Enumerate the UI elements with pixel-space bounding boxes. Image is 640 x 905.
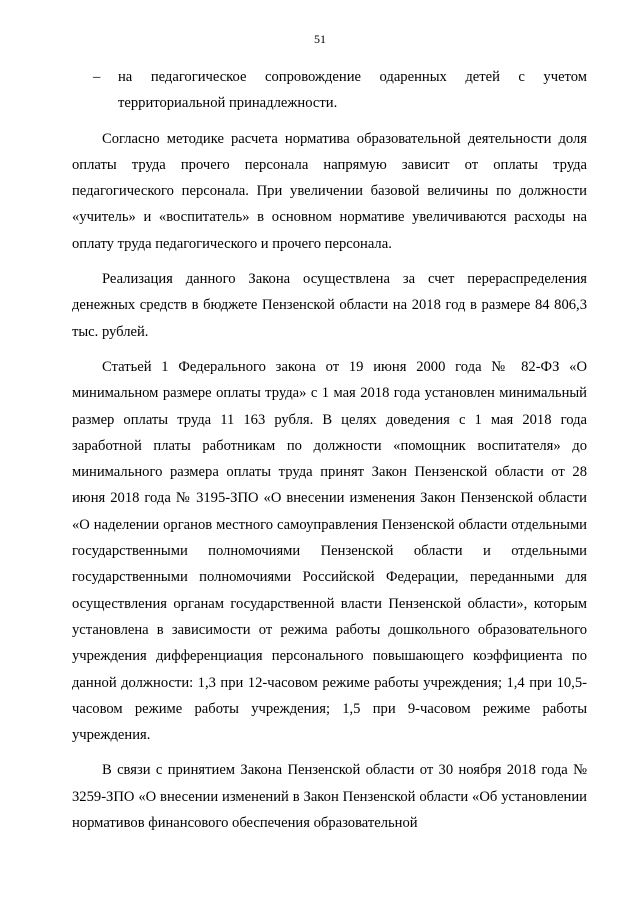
document-body — [72, 64, 587, 836]
paragraph-minimum-wage-law: Статьей 1 Федерального закона от 19 июня 2000 года № 82-ФЗ «О минимальном размере оплаты труда» с 1 мая 2018 года установлен минимальный размер оплаты труда 11 163 рубля. В целях доведения с 1 мая 2018 года заработной платы работникам по должности «помощник воспитателя» до минимального размера оплаты труда принят Закон Пензенской области от 28 июня 2018 года № 3195-ЗПО «О внесении изменения Закон Пензенской области «О наделении органов местного самоуправления Пензенской области отдельными государственными полномочиями Пензенской области и отдельными государственными полномочиями Российской Федерации, переданными для осуществления органам государственной власти Пензенской области», которым установлена в зависимости от режима работы дошкольного образовательного учреждения дифференциация персонального повышающего коэффициента по данной должности: 1,3 при 12-часовом режиме работы учреждения; 1,4 при 10,5-часовом режиме работы учреждения; 1,5 при 9-часовом режиме работы учреждения. — [72, 358, 587, 744]
bullet-item — [72, 64, 587, 117]
paragraph-budget-redistribution: Реализация данного Закона осуществлена за счет перераспределения денежных средств в бюджете Пензенской области на 2018 год в размере 84 806,3 тыс. рублей. — [72, 271, 587, 340]
paragraph-law-amendments: В связи с принятием Закона Пензенской области от 30 ноября 2018 года № 3259-ЗПО «О внесении изменений в Закон Пензенской области «Об установлении нормативов финансового обеспечения образовательной — [72, 762, 587, 832]
bullet-dash: – — [93, 69, 101, 85]
page-number: 51 — [314, 32, 326, 46]
bullet-text: на педагогическое сопровождение одаренных детей с учетом территориальной принадлежности. — [118, 69, 587, 112]
paragraph-personnel-pay: Согласно методике расчета норматива образовательной деятельности доля оплаты труда прочего персонала напрямую зависит от оплаты труда педагогического персонала. При увеличении базовой величины по должности «учитель» и «воспитатель» в основном нормативе увеличиваются расходы на оплату труда педагогического и прочего персонала. — [72, 130, 587, 252]
